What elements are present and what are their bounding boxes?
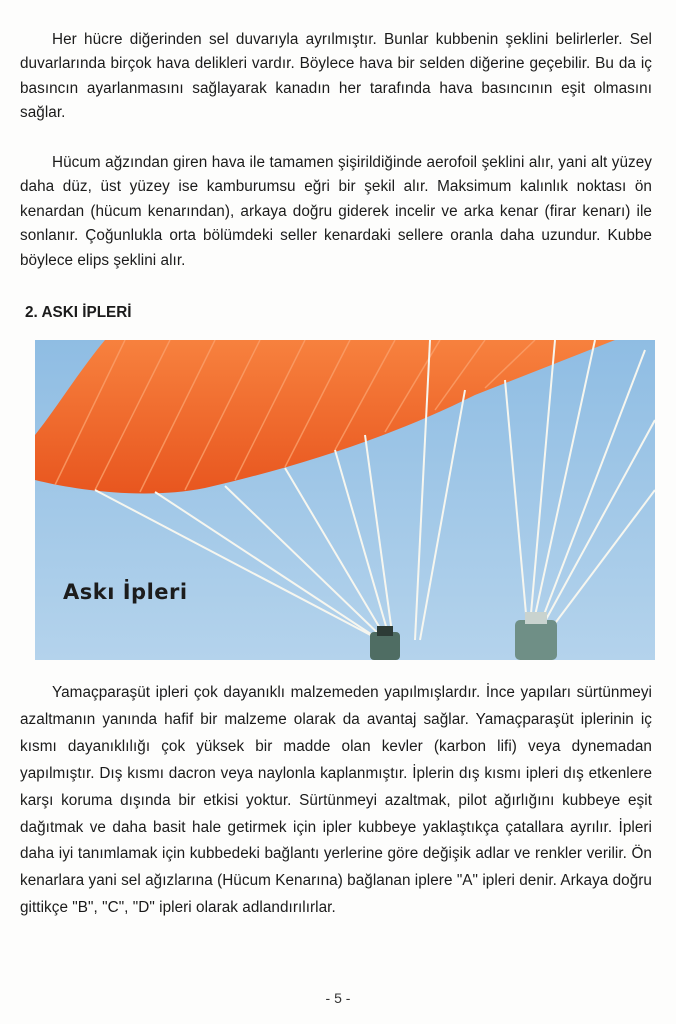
photo-caption: Askı İpleri: [63, 580, 188, 604]
paragraph-line-materials: Yamaçparaşüt ipleri çok dayanıklı malzemeden yapılmışlardır. İnce yapıları sürtünmeyi azaltmanın yanında hafif bir malzeme olarak da avantaj sağlar. Yamaçparaşüt iplerinin iç kısmı dayanıklılığı çok yüksek bir madde olan kevler (karbon lifi) veya dynemadan yapılmıştır. Dış kısmı dacron veya naylonla kaplanmıştır. İplerin dış kısmı ipleri dış etkenlere karşı koruma dışında bir etkisi yoktur. Sürtünmeyi azaltmak, pilot ağırlığını kubbeye eşit dağıtmak ve daha basit hale getirmek için ipler kubbeye yaklaştıkça çatallara ayrılır. İpleri daha iyi tanımlamak için kubbedeki bağlantı yerlerine göre değişik adlar ve renkler verilir. Ön kenarlara yani sel ağızlarına (Hücum Kenarına) bağlanan iplere "A" ipleri denir. Arkaya doğru gittikçe "B", "C", "D" ipleri olarak adlandırılırlar.: [20, 684, 652, 917]
page-number: - 5 -: [325, 990, 351, 1006]
paragraph-cell-walls: Her hücre diğerinden sel duvarıyla ayrılmıştır. Bunlar kubbenin şeklini belirlerler. Sel duvarlarında birçok hava delikleri vardır. Böylece hava bir selden diğerine geçebilir. Bu da iç basıncın ayarlanmasını sağlayarak kanadın her tarafında hava basıncının eşit olmasını sağlar.: [20, 31, 652, 122]
section-heading-suspension-lines: 2. ASKI İPLERİ: [25, 304, 132, 321]
paragraph-aerofoil-shape: Hücum ağzından giren hava ile tamamen şişirildiğinde aerofoil şeklini alır, yani alt yüzey daha düz, üst yüzey ise kamburumsu eğri bir şekil alır. Maksimum kalınlık noktası ön kenardan (hücum kenarından), arkaya doğru giderek incelir ve arka kenar (firar kenarı) ile sonlanır. Çoğunlukla orta bölümdeki seller kenardaki sellere oranla daha uzundur. Kubbe böylece elips şeklini alır.: [20, 154, 652, 269]
paraglider-lines-photo: [35, 340, 655, 660]
paraglider-illustration: [35, 340, 655, 660]
